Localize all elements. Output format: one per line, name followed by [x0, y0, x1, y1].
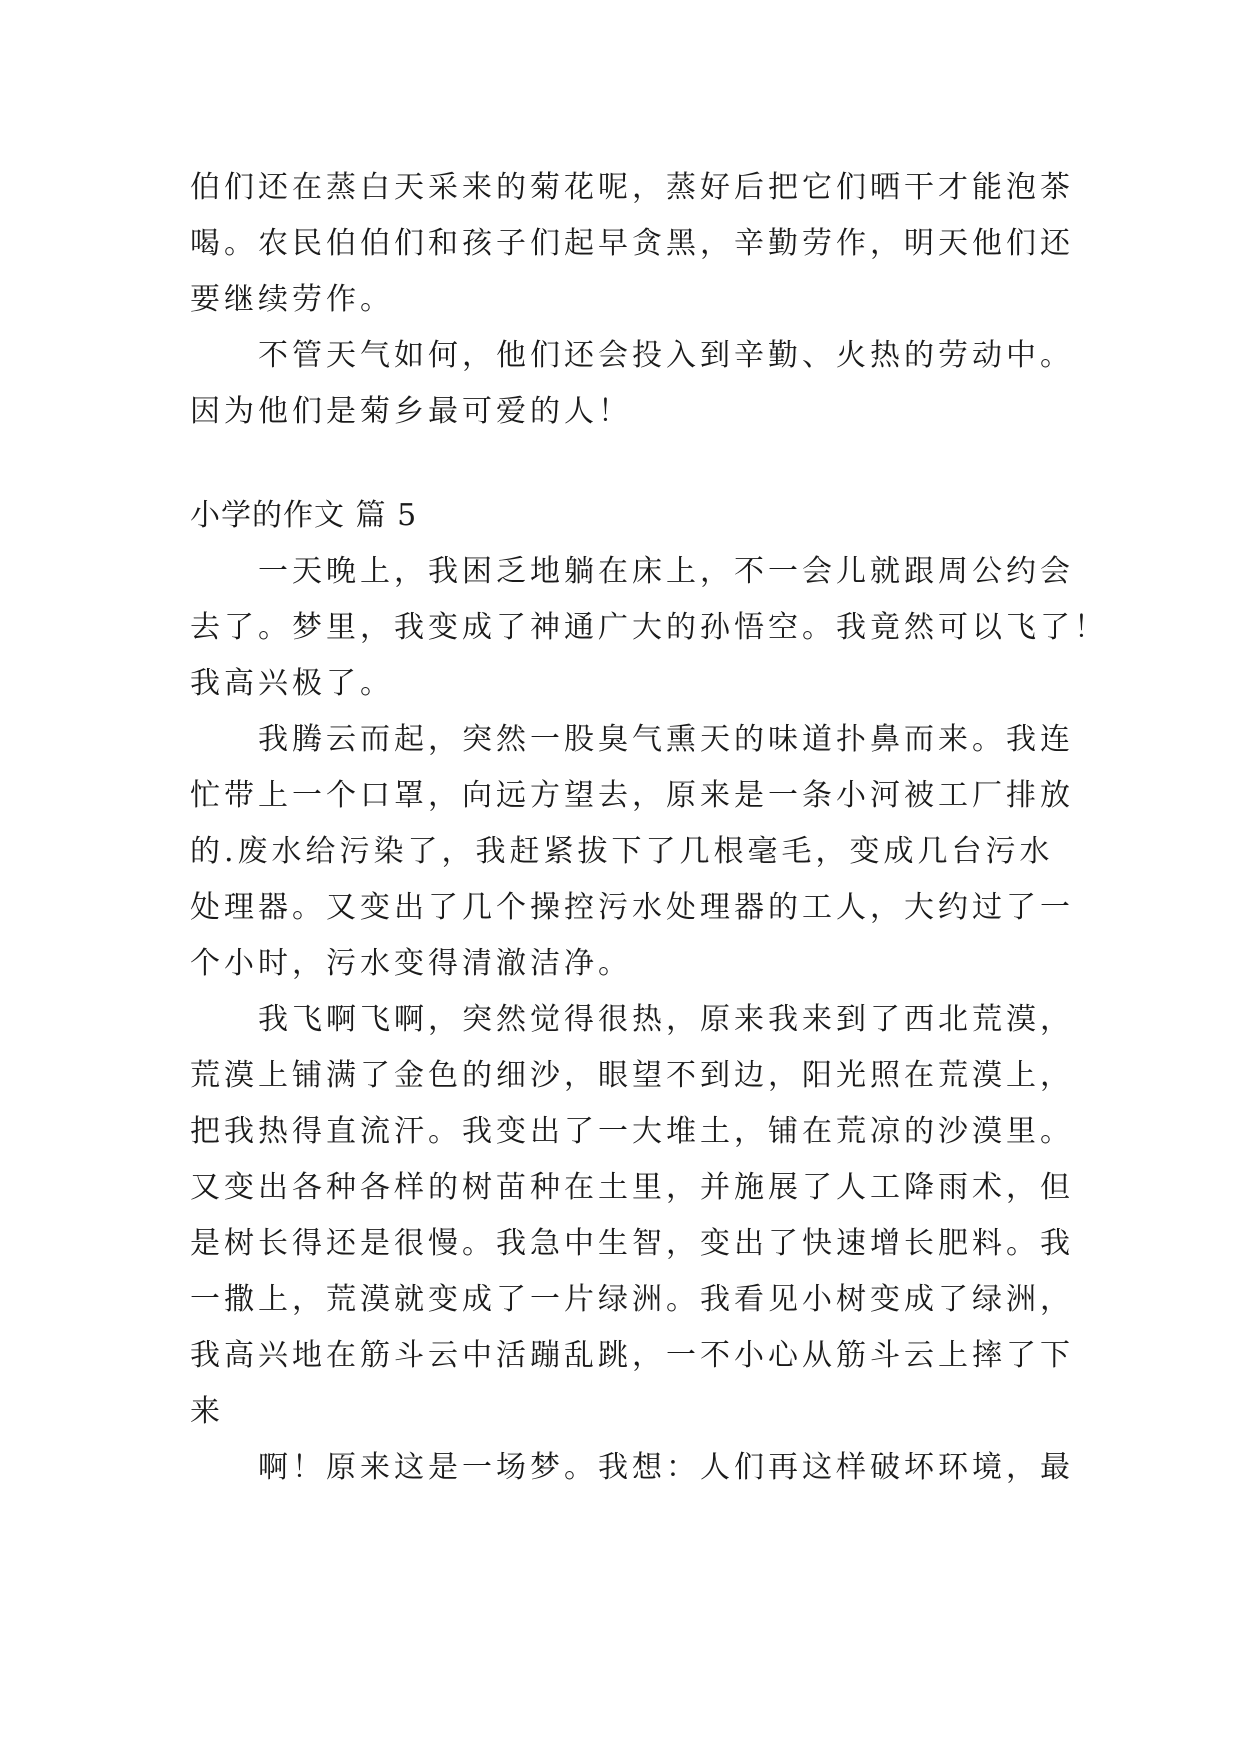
- text-line: 因为他们是菊乡最可爱的人！: [190, 394, 632, 429]
- paragraph-block-top: [190, 160, 1074, 440]
- text-line: 处理器。又变出了几个操控污水处理器的工人，大约过了一: [190, 890, 1074, 925]
- text-line: 我高兴地在筋斗云中活蹦乱跳，一不小心从筋斗云上摔了下: [190, 1338, 1074, 1373]
- text-line: 一天晚上，我困乏地躺在床上，不一会儿就跟周公约会: [258, 554, 1074, 589]
- text-line: 伯们还在蒸白天采来的菊花呢，蒸好后把它们晒干才能泡茶: [190, 170, 1074, 205]
- text-line: 喝。农民伯伯们和孩子们起早贪黑，辛勤劳作，明天他们还: [190, 226, 1074, 261]
- text-line: 又变出各种各样的树苗种在土里，并施展了人工降雨术，但: [190, 1170, 1074, 1205]
- text-line: 去了。梦里，我变成了神通广大的孙悟空。我竟然可以飞了！: [190, 610, 1108, 645]
- text-line: 忙带上一个口罩，向远方望去，原来是一条小河被工厂排放: [190, 778, 1074, 813]
- text-line: 我飞啊飞啊，突然觉得很热，原来我来到了西北荒漠，: [258, 1002, 1074, 1037]
- paragraph-block-body: [190, 544, 1108, 1496]
- section-heading: 小学的作文 篇 5: [190, 498, 418, 533]
- text-line: 个小时，污水变得清澈洁净。: [190, 946, 632, 981]
- text-line: 一撒上，荒漠就变成了一片绿洲。我看见小树变成了绿洲，: [190, 1282, 1074, 1317]
- text-line: 要继续劳作。: [190, 282, 394, 317]
- text-line: 来: [190, 1394, 224, 1429]
- text-line: 的.废水给污染了，我赶紧拔下了几根毫毛，变成几台污水: [190, 834, 1054, 869]
- document-body: [190, 160, 1108, 1496]
- text-line: 把我热得直流汗。我变出了一大堆土，铺在荒凉的沙漠里。: [190, 1114, 1074, 1149]
- text-line: 是树长得还是很慢。我急中生智，变出了快速增长肥料。我: [190, 1226, 1074, 1261]
- text-line: 我高兴极了。: [190, 666, 394, 701]
- text-line: 啊！原来这是一场梦。我想：人们再这样破坏环境，最: [258, 1450, 1074, 1485]
- text-line: 荒漠上铺满了金色的细沙，眼望不到边，阳光照在荒漠上，: [190, 1058, 1074, 1093]
- section-spacer: [190, 440, 1070, 488]
- text-line: 不管天气如何，他们还会投入到辛勤、火热的劳动中。: [258, 338, 1074, 373]
- text-line: 我腾云而起，突然一股臭气熏天的味道扑鼻而来。我连: [258, 722, 1074, 757]
